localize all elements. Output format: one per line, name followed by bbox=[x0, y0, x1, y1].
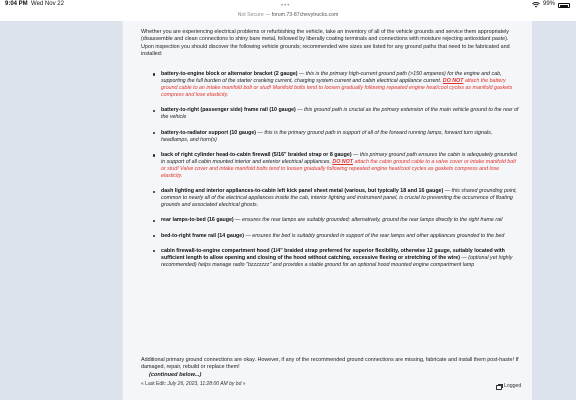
tab-dots[interactable]: ••• bbox=[281, 3, 291, 9]
list-item bbox=[141, 107, 521, 121]
item-separator: — bbox=[351, 151, 360, 158]
bullet-icon bbox=[153, 235, 155, 237]
address-bar[interactable] bbox=[0, 9, 576, 21]
list-item bbox=[141, 130, 521, 144]
forum-post bbox=[122, 21, 532, 400]
item-title: rear lamps-to-bed (16 gauge) bbox=[161, 217, 234, 224]
list-item bbox=[141, 152, 521, 180]
item-title: battery-to-radiator support (10 gauge) bbox=[161, 129, 257, 136]
last-edit-date: July 26, 2023, 11:28:00 AM by bd bbox=[167, 381, 242, 387]
bullet-icon bbox=[153, 154, 155, 156]
page-background bbox=[0, 21, 576, 400]
last-edit bbox=[141, 381, 246, 387]
battery-percent: 99% bbox=[542, 1, 555, 7]
ground-list bbox=[141, 71, 521, 277]
bullet-icon bbox=[153, 110, 155, 112]
list-item bbox=[141, 188, 521, 209]
status-date: Wed Nov 22 bbox=[31, 1, 64, 7]
post-intro: Whether you are experiencing electrical problems or refurbishing the vehicle, take an inventory of all of the vehicle grounds and service them appropriately (disassemble and clean connections to shiny bare metal, followed by liberally coating terminals and connections with moisture rejecting antioxidant paste). Upon inspection you should discover the following vehicle grounds; recommended wire sizes are listed for any ground paths that need to be fabricated and installed: bbox=[141, 29, 510, 58]
post-closing: Additional primary ground connections are okay. However, if any of the recommended ground connections are missing, fabricate and install them post-haste! If damaged, repair, rebuild or replace them! bbox=[141, 357, 519, 371]
item-description: this shared grounding point, common to nearly all of the electrical appliances inside the cab, interior lighting and instrument panel, is crucial to preventing the occurrence of floating grounds and associated electrical ghosts. bbox=[161, 188, 517, 209]
item-separator: — bbox=[297, 71, 306, 77]
bullet-icon bbox=[153, 220, 155, 222]
logged-icon bbox=[496, 384, 502, 389]
wifi-icon bbox=[532, 2, 540, 8]
item-title: battery-to-right (passenger side) frame rail (10 gauge) bbox=[161, 107, 296, 114]
item-description: this is the primary high-current ground path (>150 amperes) for the engine and cab, supporting the full burden of the starter cranking current, charging system current and cabin electrical appliance current. bbox=[161, 71, 502, 85]
item-title: dash lighting and interior appliances-to-cabin left kick panel sheet metal (various, but typically 18 and 16 gauge) bbox=[161, 188, 444, 195]
list-item bbox=[141, 217, 521, 224]
list-item bbox=[141, 233, 521, 240]
item-description: ensures the rear lamps are suitably grounded; alternatively, ground the rear lamps directly to the right frame rail bbox=[241, 217, 503, 224]
warning-text: attach the cabin ground cable to a valve cover or intake manifold bolt or stud! Valve cover and intake manifold bolts tend to loosen gradually following repeated engine heat/cool cycles as gaskets compress and lose elasticity. bbox=[161, 158, 516, 180]
list-item bbox=[141, 248, 521, 269]
item-separator: — bbox=[256, 129, 265, 136]
item-separator: — bbox=[295, 107, 305, 114]
item-separator: — bbox=[244, 232, 253, 239]
item-title: cabin firewall-to-engine compartment hood (1/4" braided strap preferred for superior flexibility, otherwise 12 gauge, suitably located with sufficient length to allow opening and closing of the hood without catching, excessive flexing or stretching of the wire) bbox=[161, 247, 505, 261]
item-separator: — bbox=[233, 217, 242, 224]
url-host: forum.73-87chevytrucks.com bbox=[271, 12, 339, 18]
security-label: Not Secure — bbox=[237, 12, 271, 18]
last-edit-prefix: « Last Edit: bbox=[141, 381, 168, 387]
item-description: this ground path is crucial as the primary extension of the main vehicle ground to the rear of the vehicle bbox=[161, 107, 519, 121]
status-bar bbox=[0, 0, 576, 9]
list-item bbox=[141, 71, 521, 99]
item-title: battery-to-engine block or alternator bracket (2 gauge) bbox=[161, 71, 298, 77]
status-time: 9:04 PM bbox=[5, 1, 28, 7]
bullet-icon bbox=[153, 73, 155, 75]
item-title: back of right cylinder head-to-cabin firewall (5/16" braided strap or 8 gauge) bbox=[161, 151, 352, 158]
logged-status bbox=[496, 383, 521, 389]
status-time-date bbox=[5, 0, 64, 9]
logged-label: Logged bbox=[504, 383, 522, 389]
last-edit-suffix: » bbox=[241, 381, 246, 387]
bullet-icon bbox=[153, 250, 155, 252]
item-separator: — bbox=[460, 254, 469, 261]
warning-lead: DO NOT bbox=[442, 78, 464, 85]
item-title: bed-to-right frame rail (14 gauge) bbox=[161, 232, 244, 239]
continued-note: (continued below...) bbox=[149, 372, 202, 378]
bullet-icon bbox=[153, 191, 155, 193]
item-description: this is the primary ground path in support of all of the forward running lamps, forward turn signals, headlamps, and horn(s) bbox=[161, 129, 493, 143]
warning-lead: DO NOT bbox=[332, 158, 353, 165]
item-description: ensures the bed is suitably grounded in support of the rear lamps and other appliances grounded to the bed bbox=[252, 232, 505, 239]
item-description: this primary ground path ensures the cabin is adequately grounded in support of all cabin mounted interior and exterior electrical appliances. bbox=[161, 151, 517, 165]
warning-text: attach the battery ground cable to an intake manifold bolt or stud! Manifold bolts tend to loosen gradually following repeated engine heat/cool cycles as manifold gaskets compress and lose elasticity. bbox=[161, 78, 513, 99]
status-right bbox=[532, 0, 570, 9]
item-description: (optional yet highly recommended) helps manage radio "bzzzzzzz" and provides a stable ground for an optional hood mounted engine compartment lamp bbox=[161, 254, 513, 268]
battery-icon bbox=[558, 3, 570, 8]
item-separator: — bbox=[443, 188, 452, 195]
bullet-icon bbox=[153, 132, 155, 134]
